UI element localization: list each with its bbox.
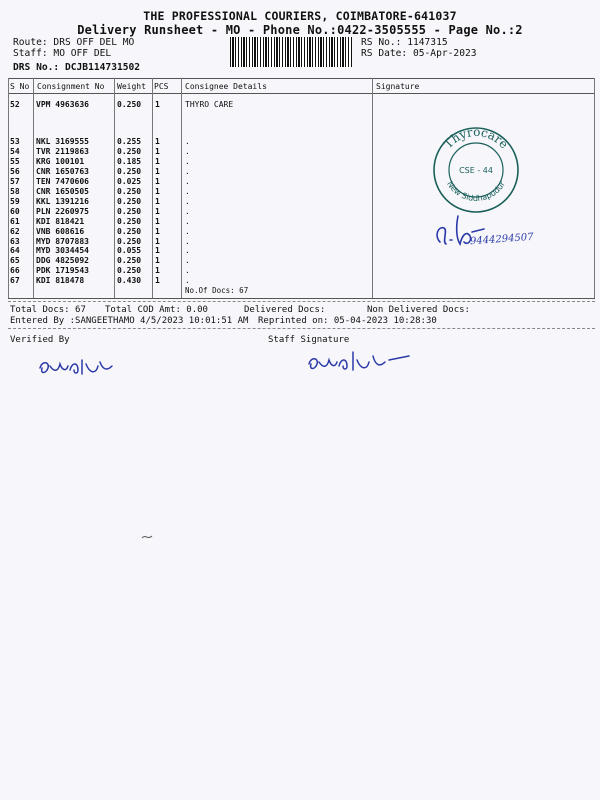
total-cod-amount: Total COD Amt: 0.00 — [105, 305, 208, 315]
row-pcs: 1 — [155, 156, 160, 166]
row-weight: 0.250 — [117, 146, 142, 156]
runsheet-subtitle: Delivery Runsheet - MO - Phone No.:0422-3505555 - Page No.:2 — [77, 23, 523, 37]
thyrocare-stamp — [430, 124, 522, 216]
column-header-consignment: Consignment No — [37, 82, 105, 91]
row-weight: 0.185 — [117, 156, 142, 166]
row-weight: 0.250 — [117, 206, 142, 216]
row-consignment: PDK 1719543 — [36, 266, 89, 276]
barcode — [230, 37, 352, 67]
column-header-sno: S No — [10, 82, 30, 91]
row-pcs: 1 — [155, 226, 160, 236]
row-consignee: . — [185, 226, 190, 236]
row-weight: 0.250 — [117, 216, 142, 226]
column-header-weight: Weight — [117, 82, 146, 91]
column-header-signature: Signature — [376, 82, 420, 91]
company-title: THE PROFESSIONAL COURIERS, COIMBATORE-641037 — [143, 9, 457, 23]
row-sno: 66 — [10, 266, 20, 276]
row-sno: 67 — [10, 276, 20, 286]
row-consignment: TVR 2119863 — [36, 146, 89, 156]
row-sno: 56 — [10, 166, 20, 176]
row-pcs: 1 — [155, 256, 160, 266]
column-header-consignee: Consignee Details — [185, 82, 267, 91]
row-weight: 0.025 — [117, 176, 142, 186]
row-pcs: 1 — [155, 186, 160, 196]
row-consignee: . — [185, 156, 190, 166]
row-consignee: . — [185, 236, 190, 246]
delivered-docs: Delivered Docs: — [244, 305, 326, 315]
row-pcs: 1 — [155, 166, 160, 176]
row-sno: 57 — [10, 176, 20, 186]
row-weight: 0.250 — [117, 166, 142, 176]
row-weight: 0.250 — [117, 100, 142, 109]
table-top-rule — [8, 78, 595, 79]
row-consignment: KRG 100101 — [36, 156, 85, 166]
no-of-docs: No.Of Docs: 67 — [185, 286, 249, 295]
row-sno: 53 — [10, 137, 20, 146]
stamp-code: CSE - 44 — [459, 166, 493, 175]
row-consignee: . — [185, 186, 190, 196]
column-header-pcs: PCS — [154, 82, 169, 91]
row-weight: 0.250 — [117, 266, 142, 276]
row-weight: 0.430 — [117, 276, 142, 286]
row-weight: 0.055 — [117, 246, 142, 256]
row-consignment: VNB 608616 — [36, 226, 85, 236]
row-sno: 62 — [10, 226, 20, 236]
row-sno: 64 — [10, 246, 20, 256]
row-pcs: 1 — [155, 196, 160, 206]
row-weight: 0.250 — [117, 186, 142, 196]
row-consignment: TEN 7470606 — [36, 176, 89, 186]
row-weight: 0.250 — [117, 236, 142, 246]
row-sno: 54 — [10, 146, 20, 156]
route-label: Route: DRS OFF DEL MO — [13, 37, 135, 48]
row-pcs: 1 — [155, 216, 160, 226]
row-weight: 0.250 — [117, 196, 142, 206]
verifier-signature — [36, 352, 126, 380]
row-consignment: NKL 3169555 — [36, 137, 89, 146]
row-consignee: . — [185, 256, 190, 266]
row-consignment: CNR 1650763 — [36, 166, 89, 176]
row-sno: 60 — [10, 206, 20, 216]
row-consignment: KDI 818421 — [36, 216, 85, 226]
row-consignee: . — [185, 216, 190, 226]
stamp-location: New Siddhapudur — [445, 179, 507, 203]
stamp-brand: Thyrocare — [440, 124, 512, 152]
row-consignment: MYD 8707883 — [36, 236, 89, 246]
row-sno: 59 — [10, 196, 20, 206]
row-consignee: THYRO CARE — [185, 100, 234, 109]
row-consignment: KDI 818478 — [36, 276, 85, 286]
verified-by-label: Verified By — [10, 335, 70, 345]
row-consignee: . — [185, 206, 190, 216]
row-pcs: 1 — [155, 266, 160, 276]
row-pcs: 1 — [155, 276, 160, 286]
ink-mark — [140, 532, 156, 542]
table-header-rule — [8, 93, 595, 94]
row-consignee: . — [185, 196, 190, 206]
row-pcs: 1 — [155, 100, 160, 109]
row-sno: 52 — [10, 100, 20, 109]
table-bottom-rule — [8, 298, 595, 299]
row-consignee: . — [185, 176, 190, 186]
row-consignee: . — [185, 146, 190, 156]
row-pcs: 1 — [155, 206, 160, 216]
row-sno: 63 — [10, 236, 20, 246]
rs-date: RS Date: 05-Apr-2023 — [361, 48, 477, 59]
reprinted-on: Reprinted on: 05-04-2023 10:28:30 — [258, 316, 437, 326]
row-consignment: KKL 1391216 — [36, 196, 89, 206]
row-pcs: 1 — [155, 137, 160, 146]
total-docs: Total Docs: 67 — [10, 305, 86, 315]
row-weight: 0.250 — [117, 226, 142, 236]
row-pcs: 1 — [155, 236, 160, 246]
row-consignment: CNR 1650505 — [36, 186, 89, 196]
row-consignee: . — [185, 137, 190, 146]
drs-number: DRS No.: DCJB114731502 — [13, 62, 141, 73]
row-pcs: 1 — [155, 176, 160, 186]
row-weight: 0.250 — [117, 256, 142, 266]
staff-label: Staff: MO OFF DEL — [13, 48, 112, 59]
row-sno: 61 — [10, 216, 20, 226]
row-consignment: DDG 4825092 — [36, 256, 89, 266]
staff-signature-label: Staff Signature — [268, 335, 350, 345]
row-pcs: 1 — [155, 246, 160, 256]
row-consignee: . — [185, 276, 190, 286]
staff-signature — [305, 346, 415, 376]
row-consignee: . — [185, 166, 190, 176]
row-weight: 0.255 — [117, 137, 142, 146]
row-consignee: . — [185, 266, 190, 276]
row-sno: 58 — [10, 186, 20, 196]
row-sno: 65 — [10, 256, 20, 266]
row-consignment: VPM 4963636 — [36, 100, 89, 109]
row-pcs: 1 — [155, 146, 160, 156]
row-sno: 55 — [10, 156, 20, 166]
row-consignment: PLN 2260975 — [36, 206, 89, 216]
row-consignee: . — [185, 246, 190, 256]
receiver-phone-note: 9444294507 — [469, 231, 534, 248]
row-consignment: MYD 3034454 — [36, 246, 89, 256]
rs-number: RS No.: 1147315 — [361, 37, 448, 48]
entered-by: Entered By :SANGEETHAMO 4/5/2023 10:01:51 AM — [10, 316, 249, 326]
non-delivered-docs: Non Delivered Docs: — [367, 305, 470, 315]
